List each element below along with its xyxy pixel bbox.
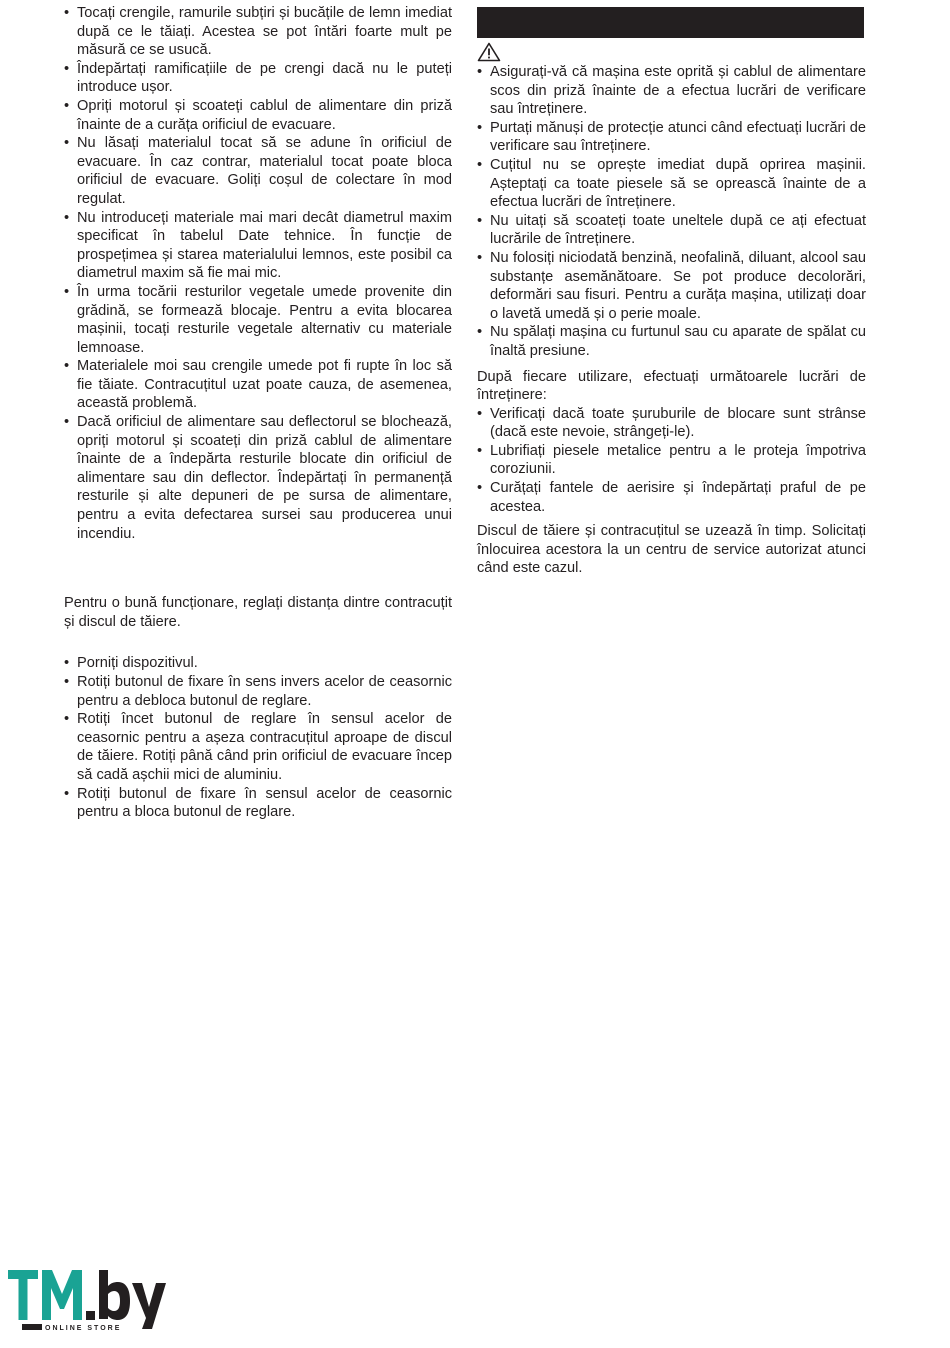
- list-item: • Nu lăsați materialul tocat să se adune în orificiul de evacuare. În caz contrar, materialul tocat poate bloca orificiul de evacuare. Goliți coșul de colectare în mod regulat.: [64, 134, 452, 208]
- list-item: • Verificați dacă toate șuruburile de blocare sunt strânse (dacă este nevoie, strângeți-le).: [477, 405, 866, 442]
- right-column: [477, 4, 866, 578]
- adjustment-steps-list: [64, 654, 452, 821]
- adjustment-intro-paragraph: Pentru o bună funcționare, reglați distanța dintre contracuțit și discul de tăiere.: [64, 595, 452, 630]
- list-item: • Nu uitați să scoateți toate uneltele după ce ați efectuat lucrările de întreținere.: [477, 212, 866, 249]
- list-item: • Îndepărtați ramificațiile de pe crengi dacă nu le puteți introduce ușor.: [64, 60, 452, 97]
- wear-note-paragraph: Discul de tăiere și contracuțitul se uzează în timp. Solicitați înlocuirea acestora la un centru de service autorizat atunci când este cazul.: [477, 523, 866, 577]
- list-item: • Nu spălați mașina cu furtunul sau cu aparate de spălat cu înaltă presiune.: [477, 323, 866, 360]
- after-use-intro-paragraph: După fiecare utilizare, efectuați următoarele lucrări de întreținere:: [477, 368, 866, 404]
- list-item: • Rotiți încet butonul de reglare în sensul acelor de ceasornic pentru a așeza contracuțitul aproape de discul de tăiere. Rotiți până când prin orificiul de evacuare încep să cadă așchii mici de aluminiu.: [64, 710, 452, 784]
- left-column: [64, 4, 452, 822]
- list-item: • Rotiți butonul de fixare în sensul acelor de ceasornic pentru a bloca butonul de reglare.: [64, 785, 452, 822]
- list-item: • Nu introduceți materiale mai mari decât diametrul maxim specificat în tabelul Date tehnice. În funcție de prospețimea și starea materialului lemnos, este posibil ca diametrul maxim să fie mai mic.: [64, 209, 452, 283]
- list-item: • Rotiți butonul de fixare în sens invers acelor de ceasornic pentru a debloca butonul de reglare.: [64, 673, 452, 710]
- logo-underline-bar: [22, 1324, 42, 1330]
- warning-triangle-icon: [477, 42, 501, 62]
- list-item: • Cuțitul nu se oprește imediat după oprirea mașinii. Așteptați ca toate piesele să se oprească înainte de a efectua lucrări de întreținere.: [477, 156, 866, 212]
- list-item: • Asigurați-vă că mașina este oprită și cablul de alimentare scos din priză înainte de a efectua lucrări de verificare sau întreținere.: [477, 63, 866, 119]
- list-item: • Materialele moi sau crengile umede pot fi rupte în loc să fie tăiate. Contracuțitul uzat poate cauza, de asemenea, această problemă.: [64, 357, 452, 413]
- list-item: • Nu folosiți niciodată benzină, neofalină, diluant, alcool sau substanțe asemănătoare. Se pot produce decolorări, deformări sau fisuri. Pentru a curăța mașina, utilizați doar o lavetă umedă și o perie moale.: [477, 249, 866, 323]
- section-heading-bar: [477, 7, 864, 38]
- list-item: • Opriți motorul și scoateți cablul de alimentare din priză înainte de a curăța orificiul de evacuare.: [64, 97, 452, 134]
- list-item: • Curățați fantele de aerisire și îndepărtați praful de pe acestea.: [477, 479, 866, 516]
- list-item: • Lubrifiați piesele metalice pentru a le proteja împotriva coroziunii.: [477, 442, 866, 479]
- list-item: • Dacă orificiul de alimentare sau deflectorul se blochează, opriți motorul și scoateți din priză cablul de alimentare înainte de a îndepărta resturile blocate din orificiul de alimentare sau din deflector. Îndepărtați în permanență resturile și alte depuneri de pe sursa de alimentare, pentru a evita defectarea sursei sau producerea unui incendiu.: [64, 413, 452, 543]
- logo-letter-t-stem: [19, 1270, 28, 1320]
- tm-by-logo: [8, 1267, 173, 1337]
- list-item: • Purtați mănuși de protecție atunci când efectuați lucrări de verificare sau întreținere.: [477, 119, 866, 156]
- logo-letter-b: [99, 1270, 130, 1320]
- logo-tagline: ONLINE STORE: [45, 1325, 122, 1332]
- chopping-tips-list: [64, 4, 452, 543]
- list-item: • În urma tocării resturilor vegetale umede provenite din grădină, se formează blocaje. Pentru a evita blocarea mașinii, tocați resturile vegetale alternativ cu materiale lemnoase.: [64, 283, 452, 357]
- logo-dot: [86, 1311, 95, 1320]
- logo-letter-m: [42, 1270, 82, 1320]
- list-item: • Porniți dispozitivul.: [64, 654, 452, 673]
- logo-letter-y: [132, 1283, 166, 1329]
- maintenance-safety-list: [477, 63, 866, 361]
- after-use-tasks-list: [477, 405, 866, 517]
- list-item: • Tocați crengile, ramurile subțiri și bucățile de lemn imediat după ce le tăiați. Acestea se pot întări foarte mult pe măsură ce se usucă.: [64, 4, 452, 60]
